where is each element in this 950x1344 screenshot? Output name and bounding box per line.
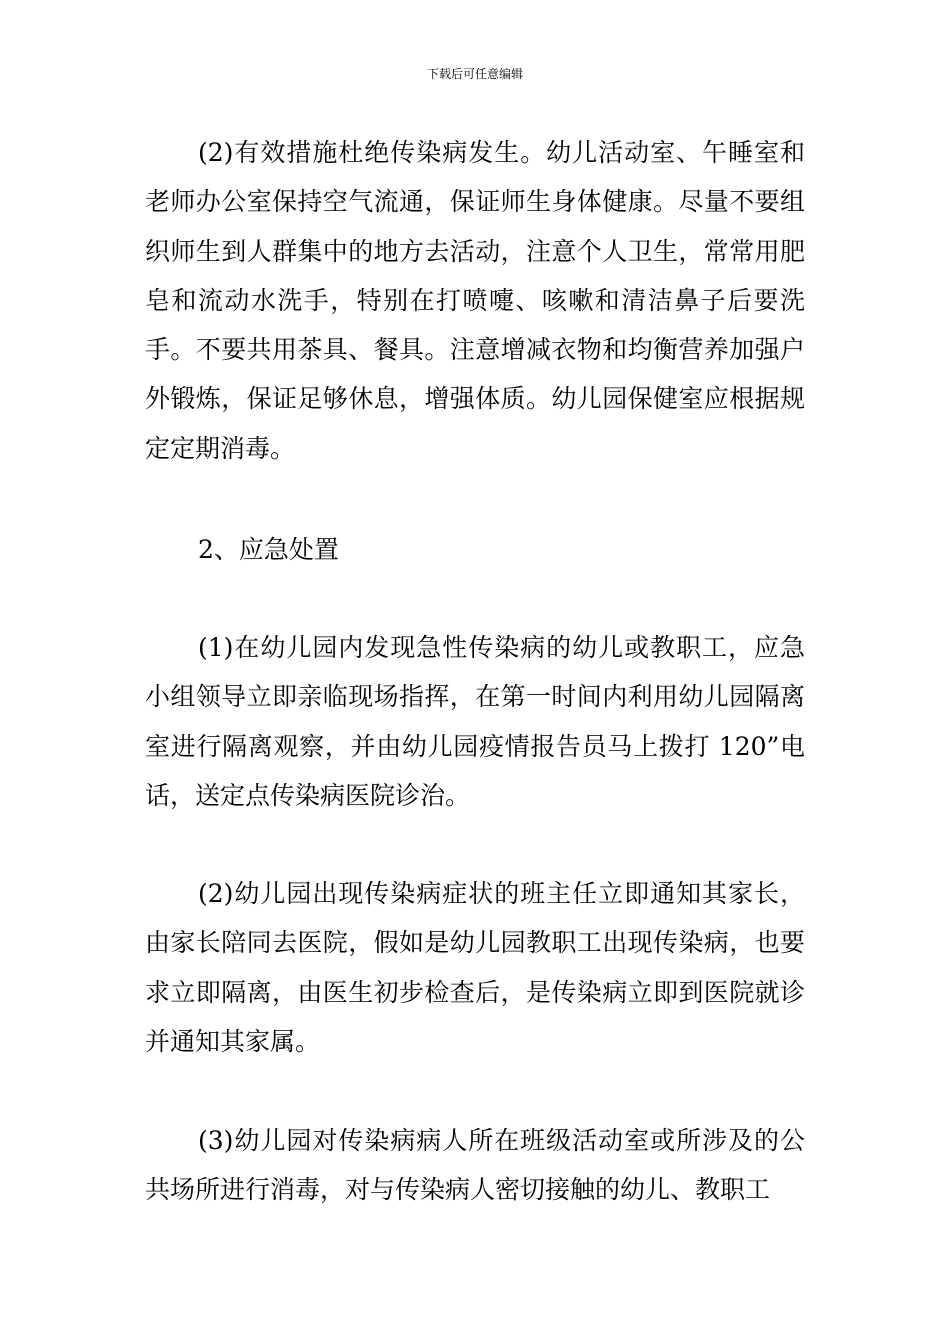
page-header: 下载后可任意编辑	[426, 67, 523, 81]
section-heading-emergency-response: 2、应急处置	[198, 535, 339, 564]
paragraph-prevention-measures: (2)有效措施杜绝传染病发生。幼儿活动室、午睡室和老师办公室保持空气流通，保证师生身体健康。尽量不要组织师生到人群集中的地方去活动，注意个人卫生，常常用肥皂和流动水洗手，特别在打喷嚏、咳嗽和清洁鼻子后要洗手。不要共用茶具、餐具。注意增减衣物和均衡营养加强户外锻炼，保证足够休息，增强体质。幼儿园保健室应根据规定定期消毒。	[145, 138, 805, 463]
paragraph-emergency-item-3: (3)幼儿园对传染病病人所在班级活动室或所涉及的公共场所进行消毒，对与传染病人密切接触的幼儿、教职工	[145, 1126, 805, 1205]
paragraph-emergency-item-1: (1)在幼儿园内发现急性传染病的幼儿或教职工，应急小组领导立即亲临现场指挥，在第一时间内利用幼儿园隔离室进行隔离观察，并由幼儿园疫情报告员马上拨打 120”电话，送定点传染病医院诊治。	[145, 633, 805, 810]
paragraph-emergency-item-2: (2)幼儿园出现传染病症状的班主任立即通知其家长，由家长陪同去医院，假如是幼儿园教职工出现传染病，也要求立即隔离，由医生初步检查后，是传染病立即到医院就诊并通知其家属。	[145, 879, 805, 1056]
